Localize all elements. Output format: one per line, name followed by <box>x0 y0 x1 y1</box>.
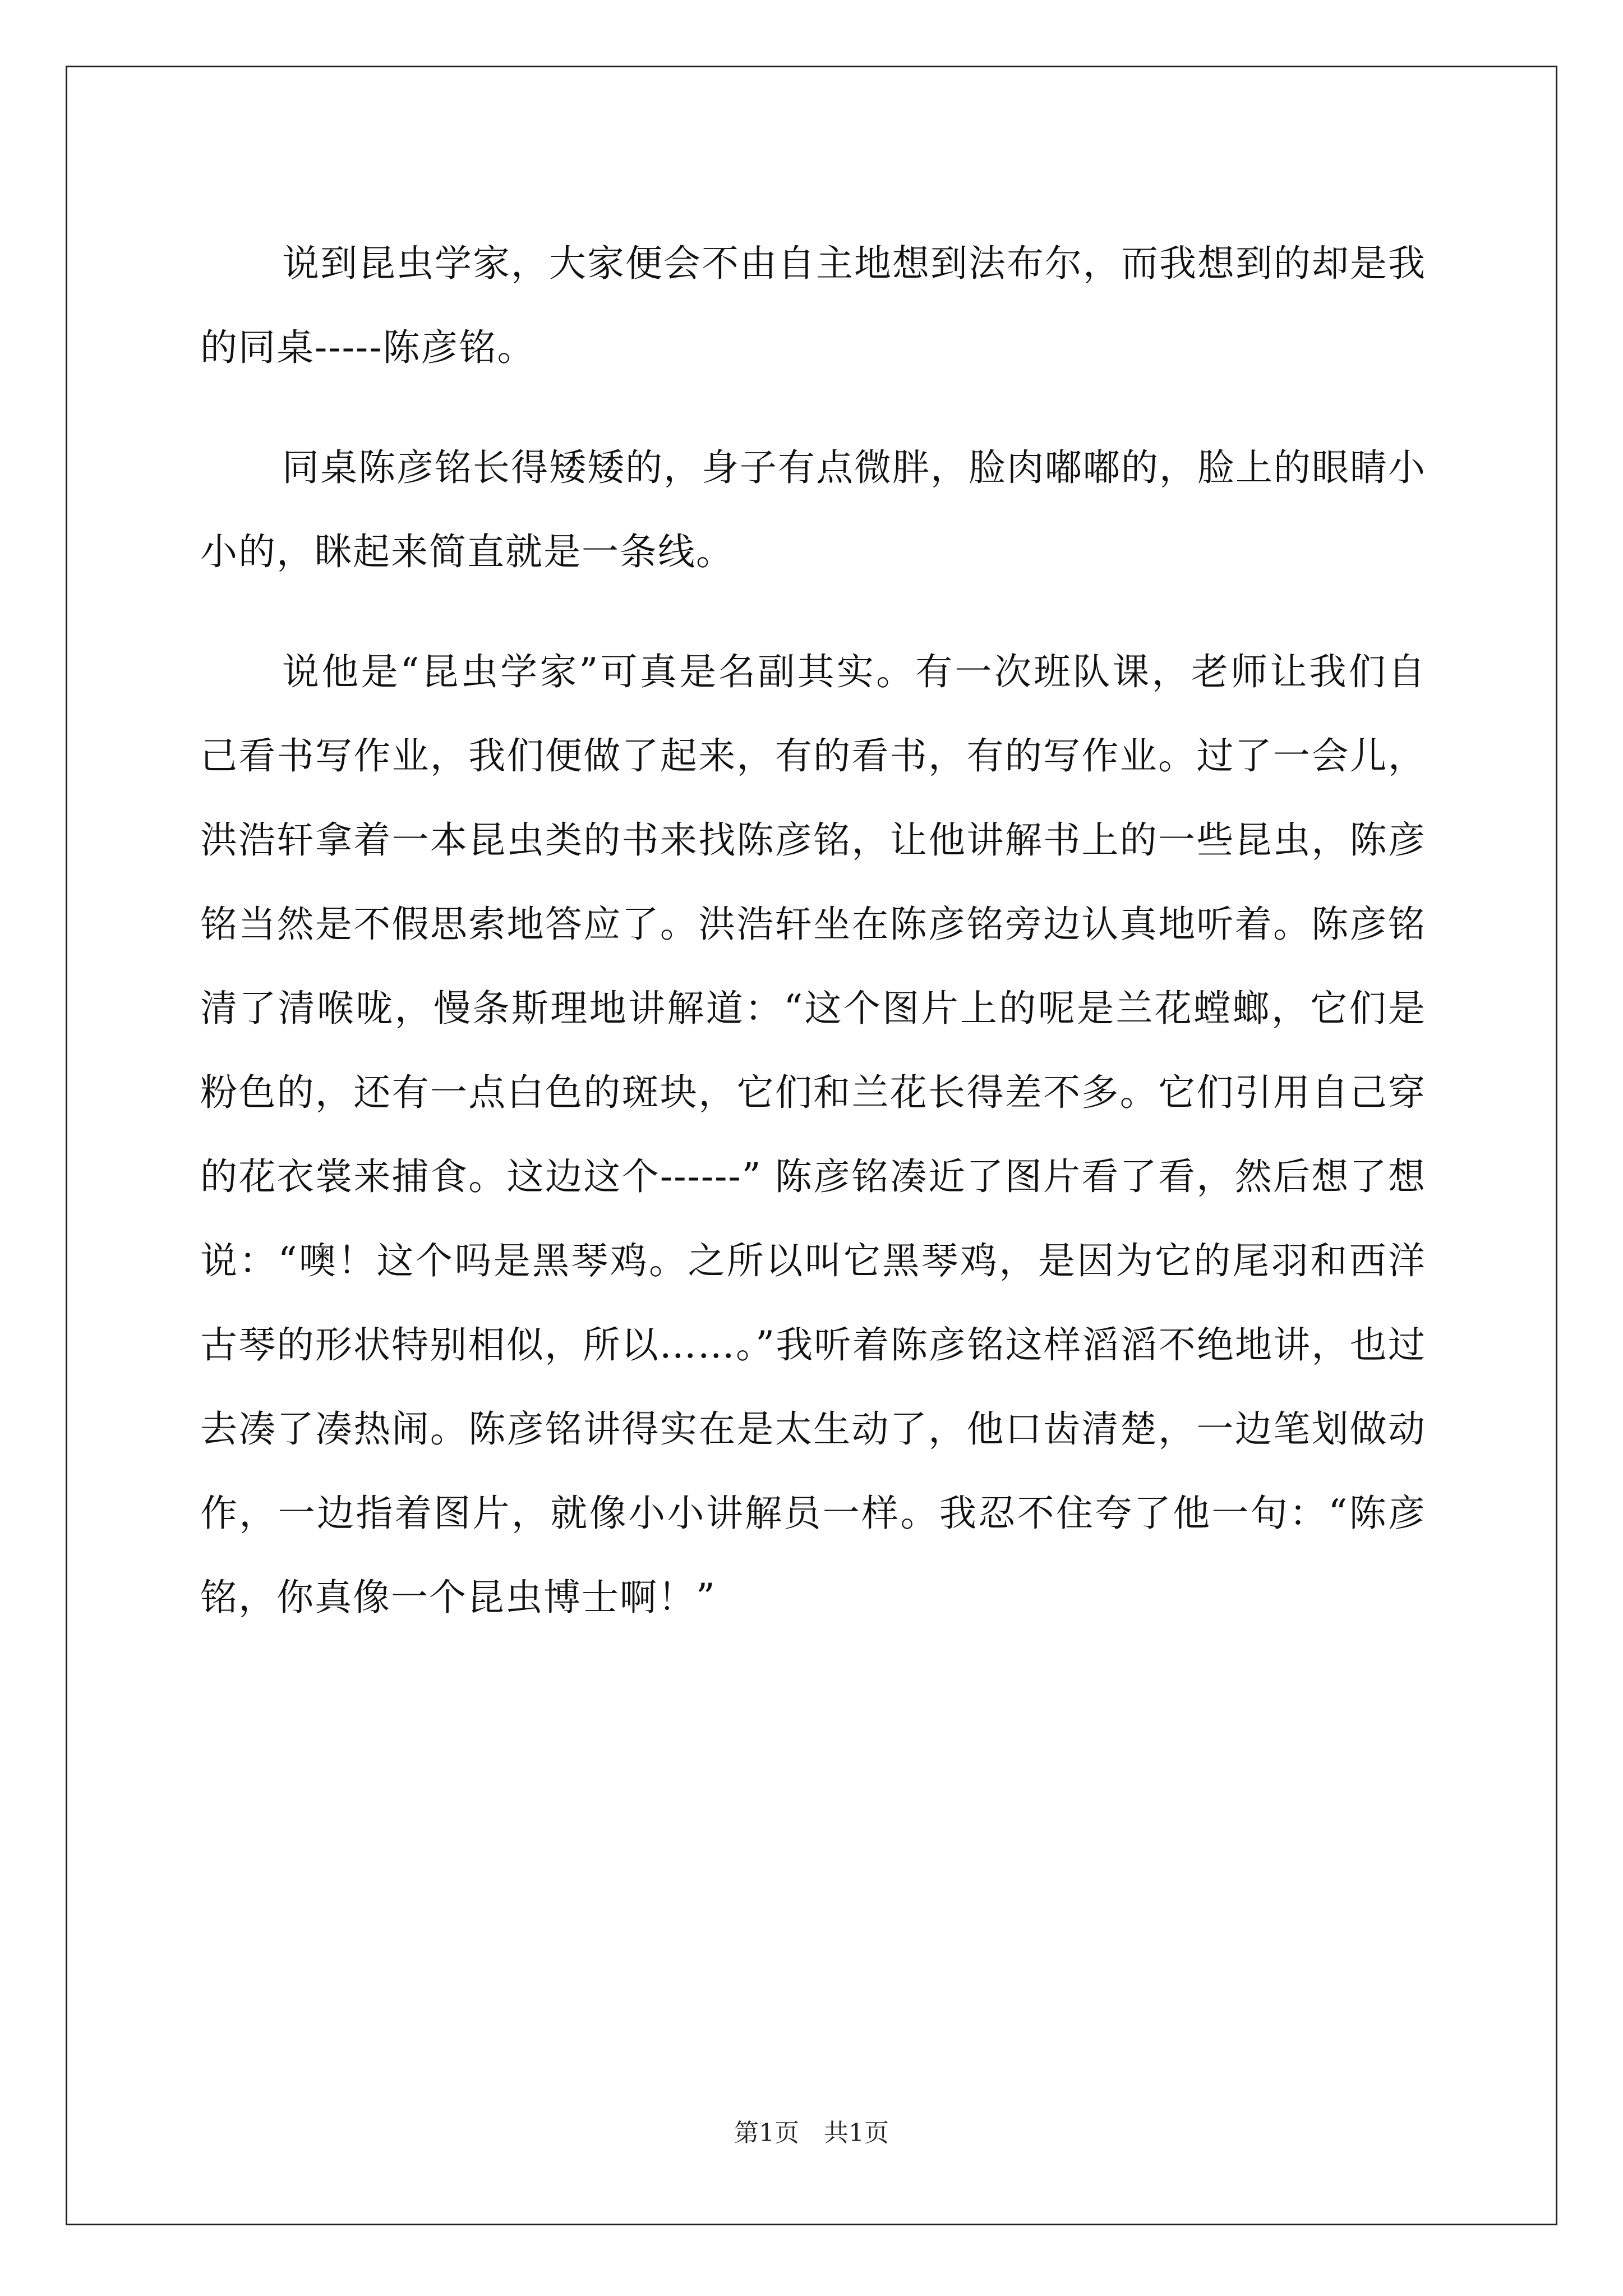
paragraph-3: 说他是“昆虫学家”可真是名副其实。有一次班队课，老师让我们自己看书写作业，我们便做了起来，有的看书，有的写作业。过了一会儿，洪浩轩拿着一本昆虫类的书来找陈彦铭，让他讲解书上的一些昆虫，陈彦铭当然是不假思索地答应了。洪浩轩坐在陈彦铭旁边认真地听着。陈彦铭清了清喉咙，慢条斯理地讲解道：“这个图片上的呢是兰花螳螂，它们是粉色的，还有一点白色的斑块，它们和兰花长得差不多。它们引用自己穿的花衣裳来捕食。这边这个------” 陈彦铭凑近了图片看了看，然后想了想说：“噢！这个吗是黑琴鸡。之所以叫它黑琴鸡，是因为它的尾羽和西洋古琴的形状特别相似，所以……。”我听着陈彦铭这样滔滔不绝地讲，也过去凑了凑热闹。陈彦铭讲得实在是太生动了，他口齿清楚，一边笔划做动作，一边指着图片，就像小小讲解员一样。我忍不住夸了他一句：“陈彦铭，你真像一个昆虫博士啊！” <box>200 650 1426 1619</box>
page-footer <box>0 2116 1623 2150</box>
paragraph-2: 同桌陈彦铭长得矮矮的，身子有点微胖，脸肉嘟嘟的，脸上的眼睛小小的，眯起来简直就是一条线。 <box>200 446 1426 573</box>
document-body <box>200 222 1426 1676</box>
page-total: 共1页 <box>824 2119 889 2147</box>
paragraph-1: 说到昆虫学家，大家便会不由自主地想到法布尔，而我想到的却是我的同桌-----陈彦铭。 <box>200 242 1426 369</box>
page-number: 第1页 <box>734 2119 799 2147</box>
